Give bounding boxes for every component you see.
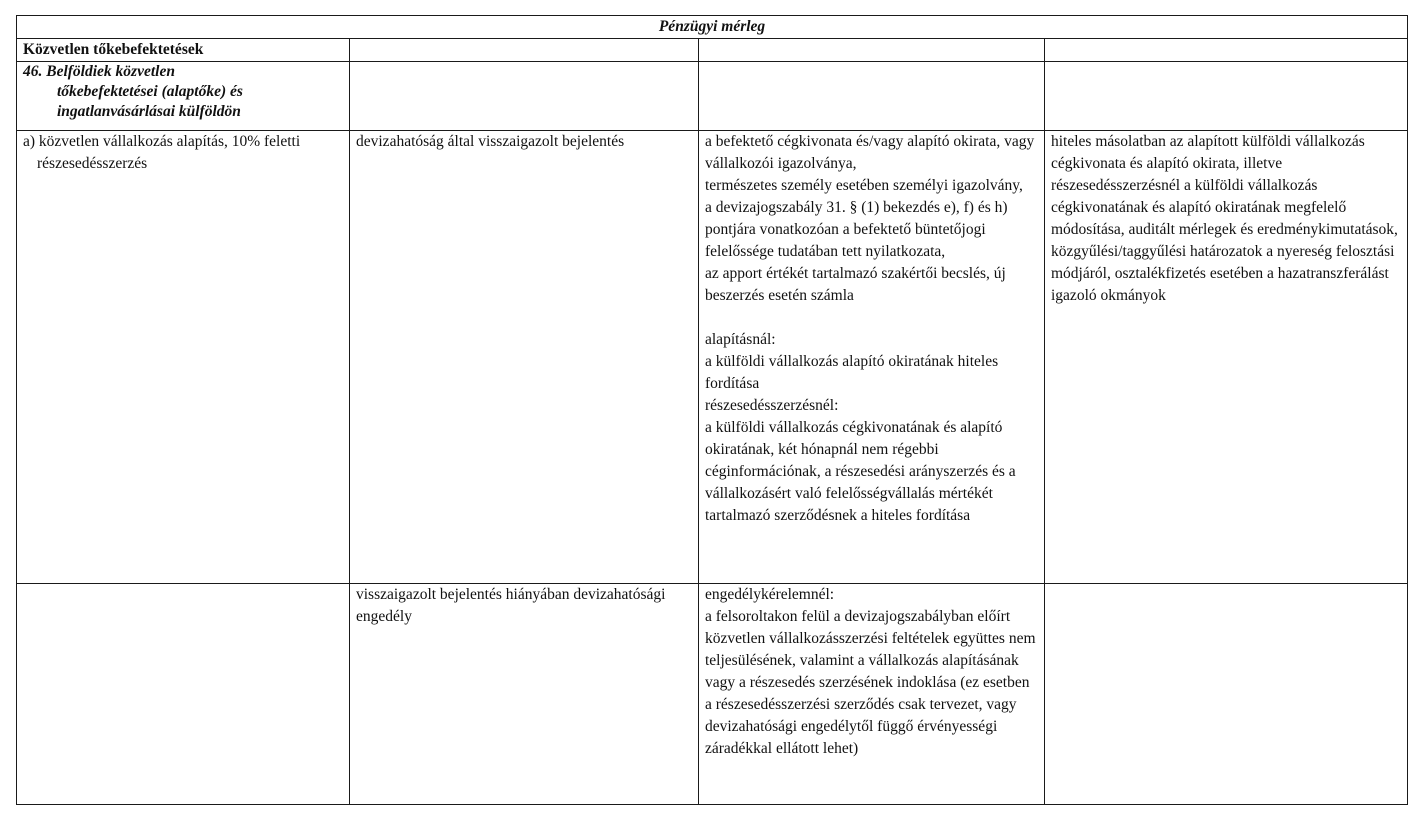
row1-transaction-type <box>17 131 350 584</box>
row1-transaction-text: a) közvetlen vállalkozás alapítás, 10% feletti részesedésszerzés <box>23 133 301 172</box>
section-heading-row <box>17 39 1408 62</box>
spacer <box>705 307 1038 329</box>
empty-cell <box>350 62 699 131</box>
item-heading <box>17 62 350 131</box>
empty-cell <box>1045 39 1408 62</box>
row1-required-documents-part1: a befektető cégkivonata és/vagy alapító okirata, vagy vállalkozói igazolványa, természetes személy esetében személyi igazolvány, a devizajogszabály 31. § (1) bekezdés e), f) és h) pontjára vonatkozóan a befektető büntetőjogi felelőssége tudatában tett nyilatkozata, az apport értékét tartalmazó szakértői becslés, új beszerzés esetén számla <box>705 133 1035 304</box>
row1-certified-copies <box>1045 131 1408 584</box>
item-heading-line1: 46. Belföldiek közvetlen <box>23 63 175 80</box>
empty-cell <box>1045 62 1408 131</box>
row1-required-documents <box>699 131 1045 584</box>
empty-cell <box>350 39 699 62</box>
table-row <box>17 131 1408 584</box>
empty-cell <box>699 39 1045 62</box>
row1-authority-text: devizahatóság által visszaigazolt bejelentés <box>356 133 625 150</box>
item-heading-row <box>17 62 1408 131</box>
table-title: Pénzügyi mérleg <box>17 16 1408 39</box>
row2-required-documents <box>699 584 1045 805</box>
item-heading-line2: tőkebefektetései (alaptőke) és <box>57 83 243 100</box>
empty-cell <box>699 62 1045 131</box>
row1-certified-copies-text: hiteles másolatban az alapított külföldi vállalkozás cégkivonata és alapító okirata, illetve részesedésszerzésnél a külföldi vállalkozás cégkivonatának és alapító okiratának megfelelő módosítása, auditált mérlegek és eredménykimutatások, közgyűlési/taggyűlési határozatok a nyereség felosztási módjáról, osztalékfizetés esetében a hazatranszferálást igazoló okmányok <box>1051 133 1398 304</box>
row1-required-documents-part2: alapításnál: a külföldi vállalkozás alapító okiratának hiteles fordítása részesedésszerzésnél: a külföldi vállalkozás cégkivonatának és alapító okiratának, két hónapnál nem régebbi céginformációnak, a részesedési arányszerzés és a vállalkozásért való felelősségvállalás mértékét tartalmazó szerződésnek a hiteles fordítása <box>705 331 1016 524</box>
title-row <box>17 16 1408 39</box>
row2-transaction-type <box>17 584 350 805</box>
section-heading-text: Közvetlen tőkebefektetések <box>23 41 204 58</box>
row1-authority-document <box>350 131 699 584</box>
financial-balance-table <box>16 15 1408 805</box>
section-heading <box>17 39 350 62</box>
row2-certified-copies <box>1045 584 1408 805</box>
table-row <box>17 584 1408 805</box>
row2-authority-text: visszaigazolt bejelentés hiányában devizahatósági engedély <box>356 586 666 625</box>
row2-required-documents-text: engedélykérelemnél: a felsoroltakon felül a devizajogszabályban előírt közvetlen vállalkozásszerzési feltételek együttes nem teljesülésének, valamint a vállalkozás alapításának vagy a részesedés szerzésének indoklása (ez esetben a részesedésszerzési szerződés csak tervezet, vagy devizahatósági engedélytől függő érvényességi záradékkal ellátott lehet) <box>705 586 1036 757</box>
item-heading-line3: ingatlanvásárlásai külföldön <box>57 103 241 120</box>
row2-authority-document <box>350 584 699 805</box>
